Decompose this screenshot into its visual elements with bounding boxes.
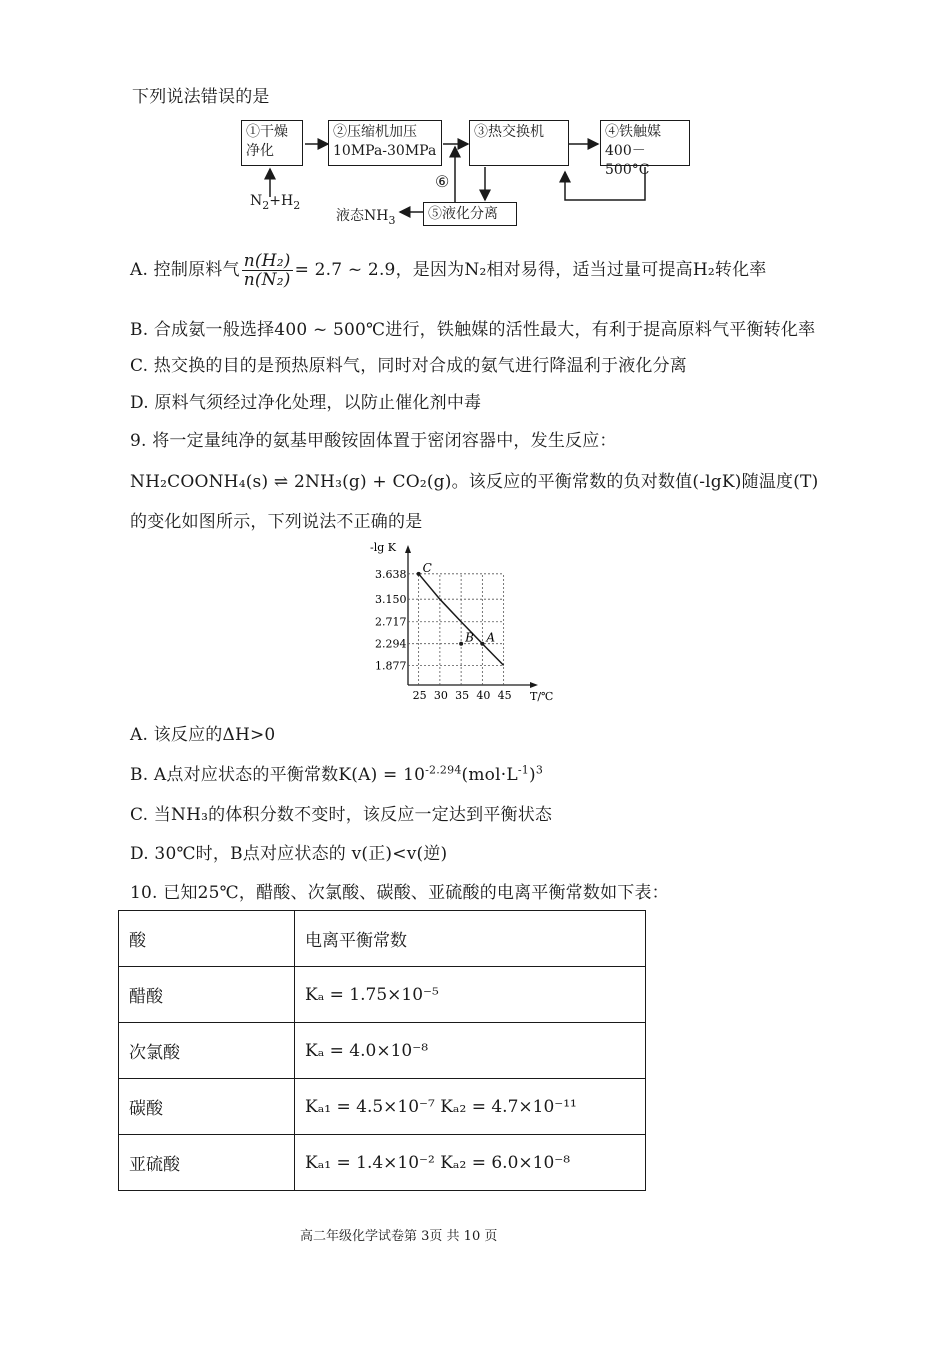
lgk-temperature-chart [360,535,560,710]
acid-constant: Kₐ₁ = 4.5×10⁻⁷ Kₐ₂ = 4.7×10⁻¹¹ [295,1079,646,1135]
x-axis-label: T/℃ [530,690,554,703]
q9-option-a: A. 该反应的ΔH>0 [130,725,276,745]
x-axis-arrow [530,682,538,688]
flow-box-2: ②压缩机加压 10MPa-30MPa [328,120,442,166]
x-tick-label: 30 [433,689,448,702]
q9-option-c: C. 当NH₃的体积分数不变时，该反应一定达到平衡状态 [130,805,553,825]
flow-box-4: ④铁触媒 400－500°C [600,120,690,166]
product-label: 液态$NH_3$ [336,208,396,227]
acid-constant: Kₐ₁ = 1.4×10⁻² Kₐ₂ = 6.0×10⁻⁸ [295,1135,646,1191]
table-row [119,1079,646,1135]
x-tick-label: 35 [455,689,470,702]
flow-box-3: ③热交换机 [469,120,569,166]
data-point-c [417,572,421,576]
acid-name: 碳酸 [119,1079,295,1135]
q8-option-b: B. 合成氨一般选择400 ~ 500℃进行，铁触媒的活性最大，有利于提高原料气平衡转化率 [130,320,816,340]
q9-stem-2: 的变化如图所示，下列说法不正确的是 [130,512,423,532]
q9-equation: NH₂COONH₄(s) ⇌ 2NH₃(g) + CO₂(g)。该反应的平衡常数的负对数值(-lgK)随温度(T) [130,472,819,492]
x-tick-label: 45 [497,689,512,702]
flow-box-1: ①干燥 净化 [241,120,303,166]
q9-stem-1: 9. 将一定量纯净的氨基甲酸铵固体置于密闭容器中，发生反应： [130,431,617,451]
point-label-a: A [486,630,496,645]
table-row [119,1023,646,1079]
feed-label: $N_2+H_2$ [250,193,301,212]
table-row [119,967,646,1023]
table-header-row [119,911,646,967]
q8-stem: 下列说法错误的是 [132,87,270,107]
q8-option-d: D. 原料气须经过净化处理，以防止催化剂中毒 [130,393,482,413]
x-tick-label: 40 [476,689,491,702]
x-tick-label: 25 [412,689,427,702]
q8-option-c: C. 热交换的目的是预热原料气，同时对合成的氨气进行降温利于液化分离 [130,356,688,376]
header-acid: 酸 [119,911,295,967]
q8-option-a: A. 控制原料气 $\frac{\text{n(H₂)}}{\text{n(N₂)}}$ = 2.7 ~ 2.9，是因为N₂相对易得，适当过量可提高H₂转化率 [130,251,767,290]
y-tick-label: 3.150 [375,593,407,607]
flow-circle-6: ⑥ [435,172,450,191]
y-tick-label: 1.877 [375,659,407,673]
acid-name: 亚硫酸 [119,1135,295,1191]
header-constant: 电离平衡常数 [295,911,646,967]
data-point-a [480,642,484,646]
acid-constant: Kₐ = 1.75×10⁻⁵ [295,967,646,1023]
y-axis-label: -lg K [370,541,396,554]
acid-constant: Kₐ = 4.0×10⁻⁸ [295,1023,646,1079]
ionization-constant-table [118,910,646,1191]
y-tick-label: 2.294 [375,637,407,651]
acid-name: 次氯酸 [119,1023,295,1079]
point-label-c: C [422,560,432,575]
y-axis-arrow [405,545,411,553]
data-point-b [459,642,463,646]
q9-option-b: B. A点对应状态的平衡常数$K(A) = 10^{-2.294}(mol\cdot L^{-1})^3$ [130,763,544,785]
q9-option-d: D. 30℃时，B点对应状态的 v(正)<v(逆) [130,844,448,864]
y-tick-label: 2.717 [375,615,407,629]
flow-box-5: ⑤液化分离 [423,202,517,226]
acid-name: 醋酸 [119,967,295,1023]
table-row [119,1135,646,1191]
page-footer: 高二年级化学试卷第 3页 共 10 页 [300,1229,498,1244]
ratio-fraction: $\frac{\text{n(H₂)}}{\text{n(N₂)}}$ [243,251,291,290]
q10-stem: 10. 已知25℃，醋酸、次氯酸、碳酸、亚硫酸的电离平衡常数如下表： [130,883,669,903]
point-label-b: B [465,630,474,645]
y-tick-label: 3.638 [375,567,407,581]
